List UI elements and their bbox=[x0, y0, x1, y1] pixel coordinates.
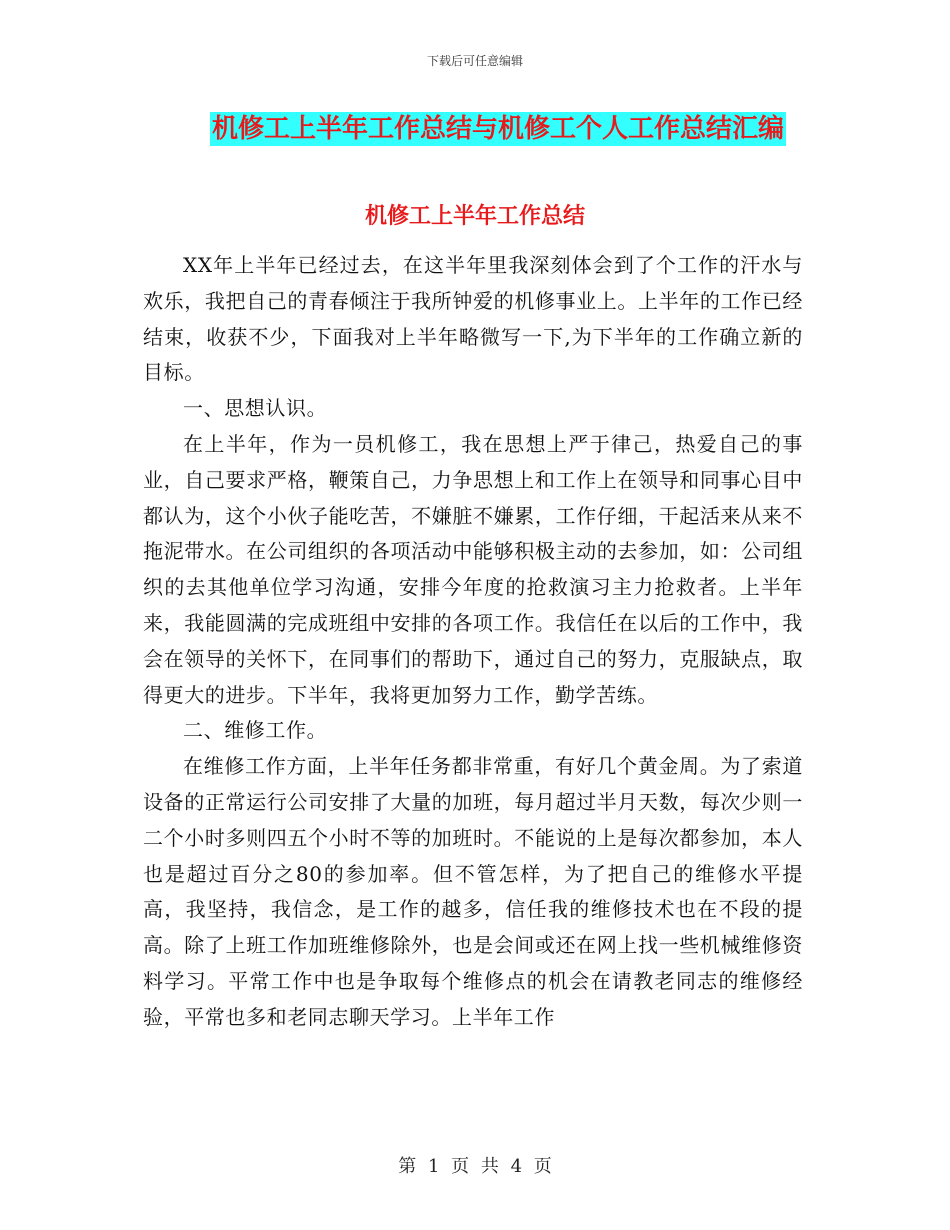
document-main-title: 机修工上半年工作总结与机修工个人工作总结汇编 bbox=[211, 114, 784, 144]
paragraph-intro: XX年上半年已经过去，在这半年里我深刻体会到了个工作的汗水与欢乐，我把自己的青春倾注于我所钟爱的机修事业上。上半年的工作已经结束，收获不少，下面我对上半年略微写一下,为下半年的工作确立新的目标。 bbox=[143, 253, 803, 385]
paragraph-thought: 在上半年，作为一员机修工，我在思想上严于律己，热爱自己的事业，自己要求严格，鞭策自己，力争思想上和工作上在领导和同事心目中都认为，这个小伙子能吃苦，不嫌脏不嫌累，工作仔细，干起活来从来不拖泥带水。在公司组织的各项活动中能够积极主动的去参加，如：公司组织的去其他单位学习沟通，安排今年度的抢救演习主力抢救者。上半年来，我能圆满的完成班组中安排的各项工作。我信任在以后的工作中，我会在领导的关怀下，在同事们的帮助下，通过自己的努力，克服缺点，取得更大的进步。下半年，我将更加努力工作，勤学苦练。 bbox=[143, 431, 803, 707]
section-title: 机修工上半年工作总结 bbox=[364, 203, 585, 229]
heading-maintenance: 二、维修工作。 bbox=[183, 718, 328, 743]
document-body bbox=[143, 248, 803, 1036]
heading-thought: 一、思想认识。 bbox=[183, 396, 328, 421]
page-header-note: 下载后可任意编辑 bbox=[426, 54, 523, 68]
main-title-container bbox=[0, 112, 950, 146]
paragraph-maintenance: 在维修工作方面，上半年任务都非常重，有好几个黄金周。为了索道设备的正常运行公司安排了大量的加班，每月超过半月天数，每次少则一二个小时多则四五个小时不等的加班时。不能说的上是每次都参加，本人也是超过百分之80的参加率。但不管怎样，为了把自己的维修水平提高，我坚持，我信念，是工作的越多，信任我的维修技术也在不段的提高。除了上班工作加班维修除外，也是会间或还在网上找一些机械维修资料学习。平常工作中也是争取每个维修点的机会在请教老同志的维修经验，平常也多和老同志聊天学习。上半年工作 bbox=[143, 754, 803, 1029]
page-footer-number: 第 1 页 共 4 页 bbox=[398, 1156, 552, 1177]
